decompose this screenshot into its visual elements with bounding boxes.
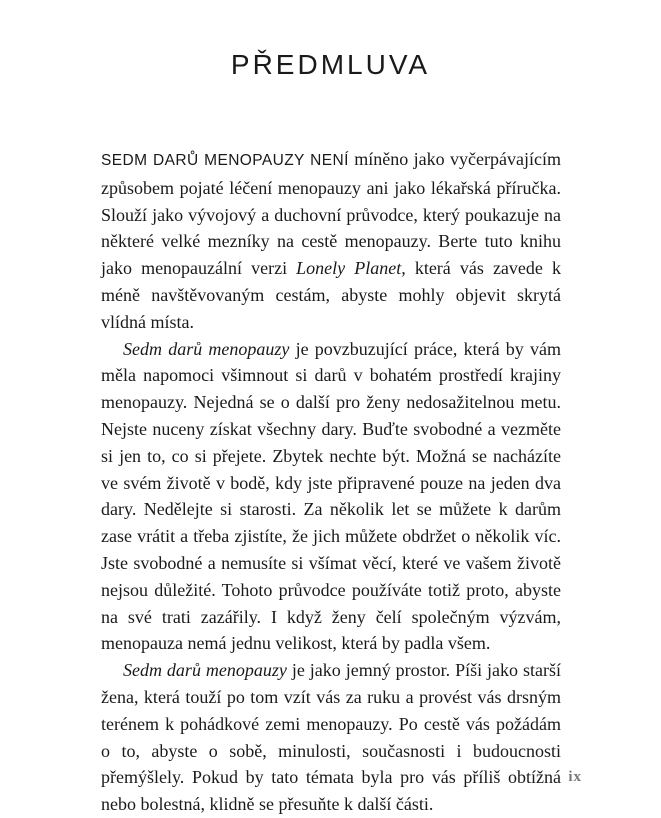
paragraph-3-lead: Sedm darů menopauzy [123,660,287,681]
page-number: ix [568,769,582,785]
body-text [101,146,561,818]
opening-smallcaps: SEDM DARŮ MENOPAUZY NENÍ [101,152,349,169]
paragraph-1-text-a: míněno jako vyčerpávajícím způsobem pojaté léčení menopauzy ani jako lékařská příručka. Slouží jako vývojový a duchovní průvodce, který poukazuje na některé velké mezníky na cestě menopauzy. Berte tuto knihu jako menopauzální verzi [101,149,561,279]
paragraph-3 [101,657,561,818]
book-reference: Lonely Planet, [296,258,406,279]
paragraph-2-text: je povzbuzující práce, která by vám měla napomoci všimnout si darů v bohatém prostředí krajiny menopauzy. Nejedná se o další pro ženy nedosažitelnou metu. Nejste nuceny získat všechny dary. Buďte svobodné a vezměte si jen to, co si přejete. Zbytek nechte být. Možná se nacházíte ve svém životě v bodě, kdy jste připravené pouze na jeden dva dary. Nedělejte si starosti. Za několik let se můžete k darům zase vrátit a třeba zjistíte, že jich můžete obdržet o několik víc. Jste svobodné a nemusíte si všímat věcí, které ve vašem životě nejsou důležité. Tohoto průvodce používáte totiž proto, abyste na své trati zazářily. I když ženy čelí společným výzvám, menopauza nemá jednu velikost, která by padla všem. [101,338,561,654]
paragraph-2-lead: Sedm darů menopauzy [123,338,290,359]
paragraph-1-text-b: která vás zavede k méně navštěvovaným cestám, abyste mohly objevit skrytá vlídná místa. [101,258,561,332]
chapter-title: PŘEDMLUVA [230,48,431,80]
paragraph-1 [101,146,561,336]
paragraph-2 [101,336,561,658]
paragraph-3-text: je jako jemný prostor. Píši jako starší žena, která touží po tom vzít vás za ruku a provést vás drsným terénem k pohádkové zemi menopauzy. Po cestě vás požádám o to, abyste o sobě, minulosti, současnosti i budoucnosti přemýšlely. Pokud by tato témata byla pro vás příliš obtížná nebo bolestná, klidně se přesuňte k další části. [101,660,561,815]
